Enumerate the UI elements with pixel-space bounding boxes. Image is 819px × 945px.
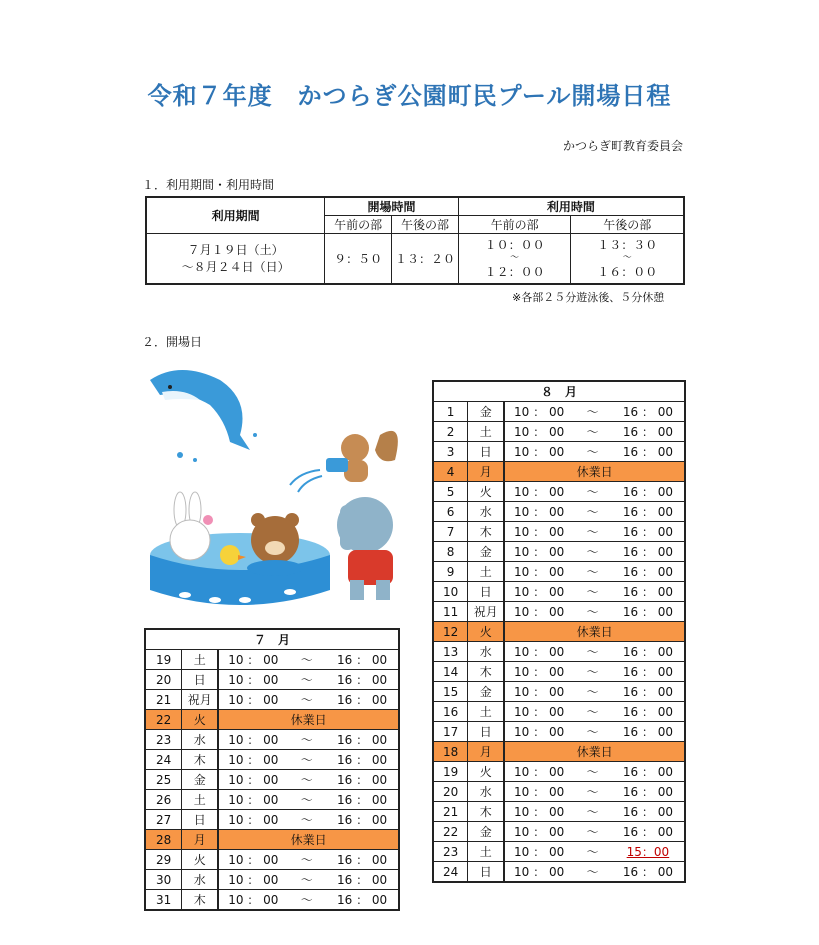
schedule-row <box>433 602 685 622</box>
start-time-cell: 10 ： 00 <box>218 650 287 670</box>
start-time-cell: 10 ： 00 <box>504 762 573 782</box>
weekday-cell: 木 <box>182 890 219 911</box>
start-time-cell: 10 ： 00 <box>504 402 573 422</box>
use-pm-tilde: ～ <box>622 253 632 264</box>
tilde-cell: ～ <box>287 730 326 750</box>
start-time-cell: 10 ： 00 <box>218 810 287 830</box>
weekday-cell: 日 <box>182 670 219 690</box>
tilde-cell: ～ <box>573 482 612 502</box>
use-pm-header: 午後の部 <box>571 216 684 234</box>
schedule-row <box>433 562 685 582</box>
period-table <box>145 196 685 285</box>
day-cell: 10 <box>433 582 468 602</box>
end-time-cell: 16 ： 00 <box>612 522 685 542</box>
tilde-cell: ～ <box>573 442 612 462</box>
start-time-cell: 10 ： 00 <box>504 422 573 442</box>
tilde-cell: ～ <box>287 650 326 670</box>
tilde-cell: ～ <box>287 790 326 810</box>
day-cell: 4 <box>433 462 468 482</box>
weekday-cell: 土 <box>182 650 219 670</box>
use-pm-start: １３：３０ <box>597 238 658 253</box>
tilde-cell: ～ <box>287 890 326 911</box>
day-cell: 19 <box>433 762 468 782</box>
use-pm <box>571 234 684 284</box>
day-cell: 23 <box>145 730 182 750</box>
end-time-cell: 16 ： 00 <box>326 670 399 690</box>
water-spray-icon <box>290 470 322 492</box>
schedule-row <box>433 682 685 702</box>
end-time-cell: 16 ： 00 <box>612 482 685 502</box>
day-cell: 2 <box>433 422 468 442</box>
weekday-cell: 水 <box>468 502 505 522</box>
closed-cell: 休業日 <box>504 742 685 762</box>
end-time-cell: 16 ： 00 <box>612 562 685 582</box>
weekday-cell: 土 <box>468 562 505 582</box>
tilde-cell: ～ <box>573 562 612 582</box>
start-time-cell: 10 ： 00 <box>504 822 573 842</box>
weekday-cell: 土 <box>468 702 505 722</box>
day-cell: 31 <box>145 890 182 911</box>
schedule-row <box>145 890 399 911</box>
weekday-cell: 祝月 <box>182 690 219 710</box>
use-am-header: 午前の部 <box>458 216 571 234</box>
tilde-cell: ～ <box>573 702 612 722</box>
end-time-cell: 16 ： 00 <box>612 762 685 782</box>
schedule-row <box>433 422 685 442</box>
bear-icon <box>247 513 303 576</box>
tilde-cell: ～ <box>573 662 612 682</box>
end-time-cell: 16 ： 00 <box>326 870 399 890</box>
squirrel-icon <box>326 431 398 482</box>
start-time-cell: 10 ： 00 <box>504 542 573 562</box>
use-am <box>458 234 571 284</box>
august-header: ８ 月 <box>433 381 685 402</box>
end-time-cell: 16 ： 00 <box>612 702 685 722</box>
day-cell: 15 <box>433 682 468 702</box>
end-time-cell: 16 ： 00 <box>326 790 399 810</box>
schedule-row <box>145 870 399 890</box>
tilde-cell: ～ <box>573 822 612 842</box>
day-cell: 8 <box>433 542 468 562</box>
tilde-cell: ～ <box>287 810 326 830</box>
weekday-cell: 木 <box>468 662 505 682</box>
elephant-icon <box>337 497 393 600</box>
july-header: ７ 月 <box>145 629 399 650</box>
schedule-row <box>433 702 685 722</box>
start-time-cell: 10 ： 00 <box>504 602 573 622</box>
start-time-cell: 10 ： 00 <box>218 870 287 890</box>
weekday-cell: 木 <box>182 750 219 770</box>
start-time-cell: 10 ： 00 <box>504 662 573 682</box>
break-note: ※各部２５分遊泳後、５分休憩 <box>512 291 665 304</box>
july-schedule-table <box>144 628 400 911</box>
use-am-start: １０：００ <box>484 238 545 253</box>
day-cell: 18 <box>433 742 468 762</box>
end-time-cell: 16 ： 00 <box>612 442 685 462</box>
start-time-cell: 10 ： 00 <box>218 670 287 690</box>
weekday-cell: 土 <box>468 422 505 442</box>
weekday-cell: 金 <box>182 770 219 790</box>
end-time-cell: 16 ： 00 <box>612 402 685 422</box>
tilde-cell: ～ <box>573 582 612 602</box>
schedule-row <box>433 862 685 883</box>
schedule-row <box>433 522 685 542</box>
weekday-cell: 金 <box>468 542 505 562</box>
weekday-cell: 日 <box>468 722 505 742</box>
day-cell: 30 <box>145 870 182 890</box>
open-am-header: 午前の部 <box>325 216 392 234</box>
tilde-cell: ～ <box>573 722 612 742</box>
tilde-cell: ～ <box>573 862 612 883</box>
end-time-cell: 16 ： 00 <box>326 690 399 710</box>
tilde-cell: ～ <box>287 670 326 690</box>
tilde-cell: ～ <box>573 502 612 522</box>
open-pm-header: 午後の部 <box>392 216 459 234</box>
closed-cell: 休業日 <box>504 622 685 642</box>
day-cell: 14 <box>433 662 468 682</box>
start-time-cell: 10 ： 00 <box>218 690 287 710</box>
end-time-cell: 16 ： 00 <box>612 642 685 662</box>
section2-heading: ２．開場日 <box>142 335 203 349</box>
start-time-cell: 10 ： 00 <box>218 750 287 770</box>
end-time-cell: 16 ： 00 <box>326 730 399 750</box>
period-end: ～８月２４日（日） <box>181 260 290 275</box>
day-cell: 3 <box>433 442 468 462</box>
weekday-cell: 月 <box>468 742 505 762</box>
end-time-cell: 16 ： 00 <box>326 810 399 830</box>
schedule-row <box>433 642 685 662</box>
end-time-cell: 16 ： 00 <box>612 822 685 842</box>
schedule-row <box>433 762 685 782</box>
dolphin-icon <box>150 370 250 450</box>
open-pm: １３：２０ <box>392 234 459 284</box>
schedule-row <box>433 622 685 642</box>
schedule-row <box>145 670 399 690</box>
tilde-cell: ～ <box>287 770 326 790</box>
day-cell: 19 <box>145 650 182 670</box>
weekday-cell: 火 <box>182 710 219 730</box>
tilde-cell: ～ <box>573 522 612 542</box>
pool-animals-illustration <box>140 360 410 610</box>
day-cell: 24 <box>145 750 182 770</box>
weekday-cell: 木 <box>468 522 505 542</box>
day-cell: 9 <box>433 562 468 582</box>
weekday-cell: 月 <box>182 830 219 850</box>
day-cell: 17 <box>433 722 468 742</box>
tilde-cell: ～ <box>573 402 612 422</box>
tilde-cell: ～ <box>573 542 612 562</box>
use-am-tilde: ～ <box>510 253 520 264</box>
day-cell: 22 <box>145 710 182 730</box>
day-cell: 12 <box>433 622 468 642</box>
tilde-cell: ～ <box>573 842 612 862</box>
end-time-cell: 15：00 <box>612 842 685 862</box>
start-time-cell: 10 ： 00 <box>504 562 573 582</box>
day-cell: 6 <box>433 502 468 522</box>
schedule-row <box>433 402 685 422</box>
tilde-cell: ～ <box>287 690 326 710</box>
day-cell: 23 <box>433 842 468 862</box>
weekday-cell: 水 <box>468 642 505 662</box>
weekday-cell: 祝月 <box>468 602 505 622</box>
tilde-cell: ～ <box>573 682 612 702</box>
use-am-end: １２：００ <box>484 265 545 280</box>
day-cell: 21 <box>145 690 182 710</box>
day-cell: 16 <box>433 702 468 722</box>
end-time-cell: 16 ： 00 <box>326 890 399 911</box>
period-range <box>146 234 325 284</box>
end-time-cell: 16 ： 00 <box>326 750 399 770</box>
weekday-cell: 金 <box>468 822 505 842</box>
start-time-cell: 10 ： 00 <box>504 862 573 883</box>
start-time-cell: 10 ： 00 <box>504 782 573 802</box>
organization-name: かつらぎ町教育委員会 <box>562 139 683 153</box>
schedule-row <box>433 782 685 802</box>
schedule-row <box>433 582 685 602</box>
end-time-cell: 16 ： 00 <box>612 722 685 742</box>
day-cell: 11 <box>433 602 468 622</box>
start-time-cell: 10 ： 00 <box>504 442 573 462</box>
page-title: 令和７年度 かつらぎ公園町民プール開場日程 <box>147 82 672 110</box>
start-time-cell: 10 ： 00 <box>218 790 287 810</box>
start-time-cell: 10 ： 00 <box>504 482 573 502</box>
end-time-cell: 16 ： 00 <box>612 422 685 442</box>
end-time-cell: 16 ： 00 <box>612 802 685 822</box>
weekday-cell: 火 <box>182 850 219 870</box>
tilde-cell: ～ <box>573 602 612 622</box>
day-cell: 21 <box>433 802 468 822</box>
day-cell: 28 <box>145 830 182 850</box>
day-cell: 24 <box>433 862 468 883</box>
schedule-row <box>433 482 685 502</box>
start-time-cell: 10 ： 00 <box>218 730 287 750</box>
weekday-cell: 金 <box>468 682 505 702</box>
schedule-row <box>145 790 399 810</box>
schedule-row <box>145 810 399 830</box>
end-time-cell: 16 ： 00 <box>612 502 685 522</box>
end-time-cell: 16 ： 00 <box>612 542 685 562</box>
tilde-cell: ～ <box>573 762 612 782</box>
use-pm-end: １６：００ <box>597 265 658 280</box>
day-cell: 7 <box>433 522 468 542</box>
day-cell: 1 <box>433 402 468 422</box>
day-cell: 20 <box>433 782 468 802</box>
schedule-row <box>145 850 399 870</box>
end-time-cell: 16 ： 00 <box>612 782 685 802</box>
start-time-cell: 10 ： 00 <box>504 522 573 542</box>
schedule-row <box>433 722 685 742</box>
weekday-cell: 日 <box>468 582 505 602</box>
schedule-row <box>433 542 685 562</box>
closed-cell: 休業日 <box>218 710 399 730</box>
schedule-row <box>145 830 399 850</box>
end-time-cell: 16 ： 00 <box>612 582 685 602</box>
closed-cell: 休業日 <box>218 830 399 850</box>
day-cell: 29 <box>145 850 182 870</box>
schedule-row <box>145 690 399 710</box>
tilde-cell: ～ <box>287 870 326 890</box>
weekday-cell: 木 <box>468 802 505 822</box>
start-time-cell: 10 ： 00 <box>504 582 573 602</box>
schedule-row <box>433 742 685 762</box>
schedule-row <box>145 650 399 670</box>
weekday-cell: 水 <box>468 782 505 802</box>
open-am: ９：５０ <box>325 234 392 284</box>
start-time-cell: 10 ： 00 <box>504 702 573 722</box>
start-time-cell: 10 ： 00 <box>218 890 287 911</box>
day-cell: 26 <box>145 790 182 810</box>
rabbit-icon <box>170 492 213 560</box>
weekday-cell: 月 <box>468 462 505 482</box>
weekday-cell: 金 <box>468 402 505 422</box>
weekday-cell: 土 <box>182 790 219 810</box>
period-start: ７月１９日（土） <box>187 243 284 258</box>
schedule-row <box>433 842 685 862</box>
schedule-row <box>433 462 685 482</box>
schedule-row <box>433 802 685 822</box>
end-time-cell: 16 ： 00 <box>326 850 399 870</box>
section1-heading: １．利用期間・利用時間 <box>142 178 275 192</box>
start-time-cell: 10 ： 00 <box>504 682 573 702</box>
weekday-cell: 火 <box>468 762 505 782</box>
tilde-cell: ～ <box>573 422 612 442</box>
weekday-cell: 日 <box>182 810 219 830</box>
start-time-cell: 10 ： 00 <box>218 770 287 790</box>
end-time-cell: 16 ： 00 <box>612 862 685 883</box>
start-time-cell: 10 ： 00 <box>504 802 573 822</box>
weekday-cell: 土 <box>468 842 505 862</box>
day-cell: 25 <box>145 770 182 790</box>
weekday-cell: 水 <box>182 870 219 890</box>
schedule-row <box>145 710 399 730</box>
start-time-cell: 10 ： 00 <box>218 850 287 870</box>
end-time-cell: 16 ： 00 <box>326 770 399 790</box>
august-schedule-table <box>432 380 686 883</box>
end-time-cell: 16 ： 00 <box>326 650 399 670</box>
end-time-cell: 16 ： 00 <box>612 602 685 622</box>
end-time-cell: 16 ： 00 <box>612 662 685 682</box>
day-cell: 27 <box>145 810 182 830</box>
day-cell: 13 <box>433 642 468 662</box>
schedule-row <box>145 770 399 790</box>
closed-cell: 休業日 <box>504 462 685 482</box>
tilde-cell: ～ <box>287 850 326 870</box>
weekday-cell: 日 <box>468 862 505 883</box>
start-time-cell: 10 ： 00 <box>504 642 573 662</box>
tilde-cell: ～ <box>573 642 612 662</box>
start-time-cell: 10 ： 00 <box>504 502 573 522</box>
start-time-cell: 10 ： 00 <box>504 722 573 742</box>
schedule-row <box>433 502 685 522</box>
end-time-cell: 16 ： 00 <box>612 682 685 702</box>
weekday-cell: 火 <box>468 482 505 502</box>
day-cell: 20 <box>145 670 182 690</box>
tilde-cell: ～ <box>573 802 612 822</box>
weekday-cell: 水 <box>182 730 219 750</box>
schedule-row <box>433 442 685 462</box>
header-use: 利用時間 <box>458 197 684 216</box>
start-time-cell: 10 ： 00 <box>504 842 573 862</box>
schedule-row <box>145 730 399 750</box>
schedule-row <box>145 750 399 770</box>
tilde-cell: ～ <box>287 750 326 770</box>
weekday-cell: 火 <box>468 622 505 642</box>
schedule-row <box>433 662 685 682</box>
tilde-cell: ～ <box>573 782 612 802</box>
weekday-cell: 日 <box>468 442 505 462</box>
header-open: 開場時間 <box>325 197 459 216</box>
day-cell: 5 <box>433 482 468 502</box>
schedule-row <box>433 822 685 842</box>
day-cell: 22 <box>433 822 468 842</box>
header-period: 利用期間 <box>146 197 325 234</box>
